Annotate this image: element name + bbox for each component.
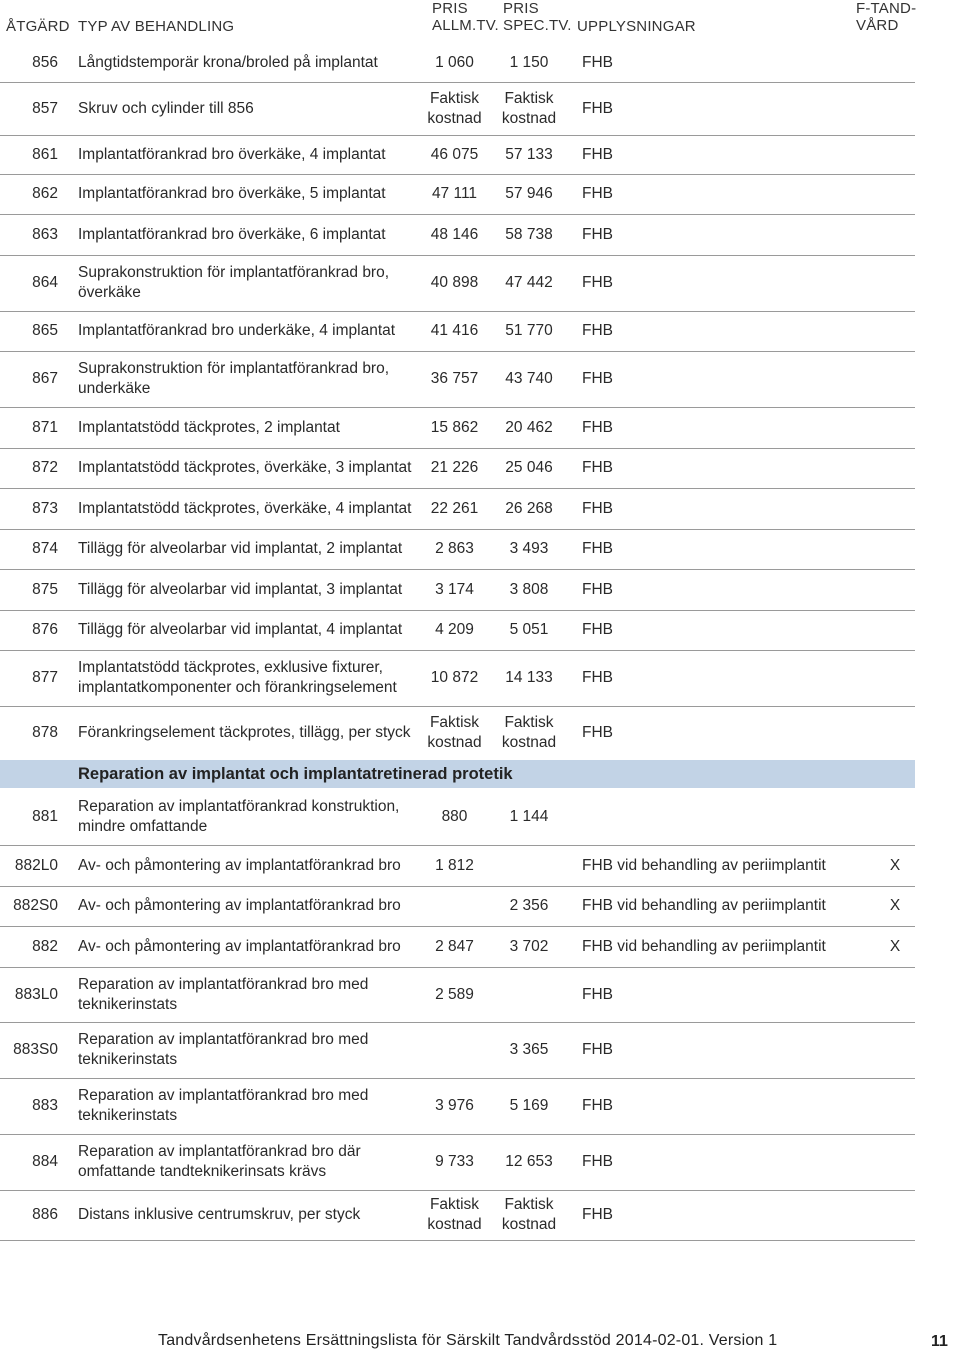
- row-price-general: 9 733: [435, 1153, 474, 1170]
- row-info: FHB: [582, 1097, 613, 1114]
- row-fdental-mark: [880, 1078, 910, 1134]
- row-info: FHB vid behandling av periimplantit: [582, 897, 826, 914]
- row-price-special: Faktisk kostnad: [501, 714, 557, 751]
- row-price-general: 3 976: [435, 1097, 474, 1114]
- table-row: [0, 886, 915, 927]
- row-price-general: 1 812: [435, 856, 474, 874]
- section-title: Reparation av implantat och implantatretinerad protetik: [78, 764, 513, 783]
- row-price-general: 40 898: [430, 274, 479, 291]
- row-fdental-mark: [880, 214, 910, 255]
- row-price-special: 3 493: [509, 540, 549, 557]
- row-info: FHB: [582, 274, 613, 291]
- row-description: Implantatförankrad bro överkäke, 5 implantat: [78, 185, 386, 202]
- row-description: Reparation av implantatförankrad bro med teknikerinstats: [78, 1087, 369, 1124]
- row-price-special: Faktisk kostnad: [501, 1196, 557, 1233]
- row-info: FHB vid behandling av periimplantit: [582, 937, 826, 955]
- row-code: 856: [32, 53, 58, 71]
- row-info: FHB: [582, 1206, 613, 1223]
- row-description: Långtidstemporär krona/broled på implantat: [78, 53, 378, 71]
- table-row: [0, 1190, 915, 1241]
- row-info: FHB: [582, 418, 613, 436]
- row-info: FHB: [582, 322, 613, 339]
- row-code: 864: [32, 274, 58, 291]
- row-price-general: 22 261: [430, 499, 479, 517]
- row-info: FHB: [582, 459, 613, 476]
- row-code: 876: [32, 621, 58, 638]
- row-description: Distans inklusive centrumskruv, per styck: [78, 1206, 361, 1223]
- row-price-general: 46 075: [430, 145, 479, 163]
- row-fdental-mark: [880, 351, 910, 407]
- row-description: Av- och påmontering av implantatförankrad bro: [78, 937, 401, 955]
- header-price-special-line1: PRIS: [503, 0, 539, 17]
- row-price-special: 43 740: [505, 370, 553, 387]
- row-price-general: 1 060: [435, 53, 474, 71]
- row-description: Implantatstödd täckprotes, exklusive fixturer, implantatkomponenter och förankringselement: [78, 659, 397, 696]
- row-fdental-mark: [880, 967, 910, 1022]
- row-info: FHB: [582, 370, 613, 387]
- row-price-general: Faktisk kostnad: [427, 89, 482, 127]
- table-row: [0, 255, 915, 312]
- row-fdental-mark: [880, 448, 910, 488]
- row-fdental-mark: X: [889, 856, 901, 874]
- row-fdental-mark: [880, 650, 910, 706]
- table-row: [0, 351, 915, 408]
- table-row: [0, 1078, 915, 1135]
- row-price-special: 51 770: [505, 322, 553, 339]
- header-price-special: [503, 0, 572, 34]
- row-info: FHB: [582, 621, 613, 638]
- row-info: [582, 788, 872, 845]
- row-price-special: 14 133: [505, 669, 553, 686]
- row-code: 878: [32, 724, 58, 741]
- row-fdental-mark: [880, 43, 910, 82]
- header-info: UPPLYSNINGAR: [577, 18, 696, 35]
- row-price-special: 1 150: [509, 53, 549, 71]
- header-price-special-line2: SPEC.TV.: [503, 17, 572, 34]
- row-price-general: 4 209: [435, 621, 474, 638]
- table-row: [0, 1134, 915, 1191]
- table-row: [0, 967, 915, 1023]
- row-info: FHB: [582, 540, 613, 557]
- row-code: 875: [32, 580, 58, 598]
- row-fdental-mark: [880, 311, 910, 351]
- row-price-general: Faktisk kostnad: [427, 1196, 482, 1233]
- row-info: FHB: [582, 499, 613, 517]
- row-fdental-mark: [880, 788, 910, 845]
- row-price-general: [423, 886, 486, 926]
- row-code: 871: [32, 418, 58, 436]
- row-price-general: 21 226: [430, 459, 479, 476]
- row-info: FHB: [582, 99, 613, 117]
- row-price-special: 3 702: [509, 937, 549, 955]
- header-price-general: [432, 0, 499, 34]
- row-info: FHB: [582, 724, 613, 741]
- row-price-general: 41 416: [430, 322, 479, 339]
- table-row: [0, 1022, 915, 1079]
- row-price-special: 58 738: [505, 225, 553, 243]
- row-code: 882S0: [13, 897, 58, 914]
- row-fdental-mark: [880, 706, 910, 760]
- row-description: Reparation av implantatförankrad bro där omfattande tandteknikerinsats krävs: [78, 1143, 361, 1180]
- row-fdental-mark: [880, 1022, 910, 1078]
- table-row: [0, 845, 915, 887]
- row-description: Implantatstödd täckprotes, överkäke, 4 implantat: [78, 499, 412, 517]
- row-fdental-mark: [880, 529, 910, 569]
- row-fdental-mark: [880, 82, 910, 135]
- row-code: 865: [32, 322, 58, 339]
- row-price-special: [494, 845, 564, 886]
- row-description: Skruv och cylinder till 856: [78, 99, 254, 117]
- table-row: [0, 706, 915, 761]
- header-code: ÅTGÄRD: [6, 18, 70, 35]
- row-code: 863: [32, 225, 58, 243]
- row-fdental-mark: X: [889, 937, 901, 955]
- row-description: Tillägg för alveolarbar vid implantat, 4 implantat: [78, 621, 403, 638]
- row-code: 874: [32, 540, 58, 557]
- row-info: FHB: [582, 145, 613, 163]
- row-code: 883L0: [14, 985, 58, 1003]
- row-code: 886: [32, 1206, 58, 1223]
- header-type: TYP AV BEHANDLING: [78, 18, 235, 35]
- row-price-general: 48 146: [430, 225, 479, 243]
- row-fdental-mark: X: [889, 897, 901, 914]
- row-code: 873: [32, 499, 58, 517]
- table-row: [0, 135, 915, 175]
- row-fdental-mark: [880, 135, 910, 174]
- page-number: 11: [931, 1333, 948, 1350]
- table-row: [0, 650, 915, 707]
- row-description: Implantatförankrad bro underkäke, 4 implantat: [78, 322, 396, 339]
- row-price-special: 5 169: [509, 1097, 549, 1114]
- row-code: 882L0: [14, 856, 58, 874]
- row-code: 882: [32, 937, 58, 955]
- row-fdental-mark: [880, 1134, 910, 1190]
- row-description: Reparation av implantatförankrad bro med teknikerinstats: [78, 975, 369, 1013]
- row-price-general: 15 862: [430, 418, 479, 436]
- row-description: Av- och påmontering av implantatförankrad bro: [78, 897, 401, 914]
- row-price-special: 3 808: [509, 580, 549, 598]
- row-code: 857: [32, 99, 58, 117]
- row-fdental-mark: [880, 610, 910, 650]
- row-info: FHB: [582, 185, 613, 202]
- row-price-special: 47 442: [505, 274, 553, 291]
- row-info: FHB: [582, 1041, 613, 1058]
- row-code: 877: [32, 669, 58, 686]
- row-code: 883: [32, 1097, 58, 1114]
- row-code: 881: [32, 807, 58, 825]
- row-fdental-mark: [880, 569, 910, 610]
- row-info: FHB: [582, 1153, 613, 1170]
- row-price-special: 26 268: [505, 499, 553, 517]
- row-description: Implantatförankrad bro överkäke, 6 implantat: [78, 225, 386, 243]
- table-row: [0, 926, 915, 968]
- footer-text: Tandvårdsenhetens Ersättningslista för Särskilt Tandvårdsstöd 2014-02-01. Version 1: [158, 1332, 778, 1349]
- row-info: FHB: [582, 985, 613, 1003]
- row-price-general: [423, 1022, 486, 1078]
- row-info: FHB: [582, 580, 613, 598]
- row-code: 862: [32, 185, 58, 202]
- row-price-general: 880: [441, 807, 468, 825]
- row-description: Reparation av implantatförankrad konstruktion, mindre omfattande: [78, 797, 400, 835]
- row-description: Suprakonstruktion för implantatförankrad bro, överkäke: [78, 264, 390, 301]
- row-info: FHB: [582, 53, 613, 71]
- row-price-general: 2 589: [435, 985, 474, 1003]
- row-info: FHB vid behandling av periimplantit: [582, 856, 826, 874]
- row-price-general: 36 757: [430, 370, 479, 387]
- table-row: [0, 407, 915, 449]
- table-row: [0, 488, 915, 530]
- row-price-general: 3 174: [435, 580, 474, 598]
- row-price-special: 57 946: [505, 185, 553, 202]
- row-fdental-mark: [880, 1190, 910, 1240]
- table-row: [0, 788, 915, 846]
- row-code: 872: [32, 459, 58, 476]
- header-fdental: [856, 0, 916, 34]
- row-price-special: 5 051: [509, 621, 549, 638]
- table-row: [0, 610, 915, 651]
- row-code: 883S0: [13, 1041, 58, 1058]
- table-row: [0, 529, 915, 570]
- row-price-general: 47 111: [431, 185, 478, 202]
- row-description: Implantatförankrad bro överkäke, 4 implantat: [78, 145, 386, 163]
- table-row: [0, 43, 915, 83]
- row-price-special: [494, 967, 564, 1022]
- row-description: Implantatstödd täckprotes, överkäke, 3 implantat: [78, 459, 412, 476]
- row-code: 867: [32, 370, 58, 387]
- table-row: [0, 214, 915, 256]
- row-fdental-mark: [880, 488, 910, 529]
- row-price-special: 20 462: [505, 418, 553, 436]
- row-description: Reparation av implantatförankrad bro med teknikerinstats: [78, 1031, 369, 1068]
- row-price-general: 10 872: [430, 669, 479, 686]
- row-info: FHB: [582, 669, 613, 686]
- row-price-general: 2 847: [435, 937, 474, 955]
- table-row: [0, 82, 915, 136]
- row-price-special: 25 046: [505, 459, 553, 476]
- row-fdental-mark: [880, 174, 910, 214]
- row-fdental-mark: [880, 407, 910, 448]
- row-info: FHB: [582, 225, 613, 243]
- row-price-special: 12 653: [505, 1153, 553, 1170]
- row-code: 884: [32, 1153, 58, 1170]
- header-fdental-line2: VÅRD: [856, 17, 899, 34]
- row-price-special: 2 356: [509, 897, 549, 914]
- row-description: Suprakonstruktion för implantatförankrad bro, underkäke: [78, 360, 390, 397]
- table-row: [0, 448, 915, 489]
- row-description: Förankringselement täckprotes, tillägg, per styck: [78, 724, 411, 741]
- row-description: Tillägg för alveolarbar vid implantat, 3 implantat: [78, 580, 403, 598]
- header-price-general-line1: PRIS: [432, 0, 468, 17]
- row-fdental-mark: [880, 255, 910, 311]
- row-description: Tillägg för alveolarbar vid implantat, 2 implantat: [78, 540, 403, 557]
- row-price-special: 57 133: [505, 145, 553, 163]
- row-code: 861: [32, 145, 58, 163]
- row-price-special: Faktisk kostnad: [501, 89, 557, 127]
- table-row: [0, 311, 915, 352]
- header-price-general-line2: ALLM.TV.: [432, 17, 499, 34]
- row-price-special: 3 365: [509, 1041, 549, 1058]
- table-row: [0, 569, 915, 611]
- table-header: [0, 0, 960, 44]
- row-price-special: 1 144: [509, 807, 549, 825]
- row-price-general: 2 863: [435, 540, 474, 557]
- row-description: Av- och påmontering av implantatförankrad bro: [78, 856, 401, 874]
- header-fdental-line1: F-TAND-: [856, 0, 917, 17]
- table-row: [0, 174, 915, 215]
- row-description: Implantatstödd täckprotes, 2 implantat: [78, 418, 340, 436]
- section-row: [0, 760, 915, 788]
- row-price-general: Faktisk kostnad: [427, 714, 482, 751]
